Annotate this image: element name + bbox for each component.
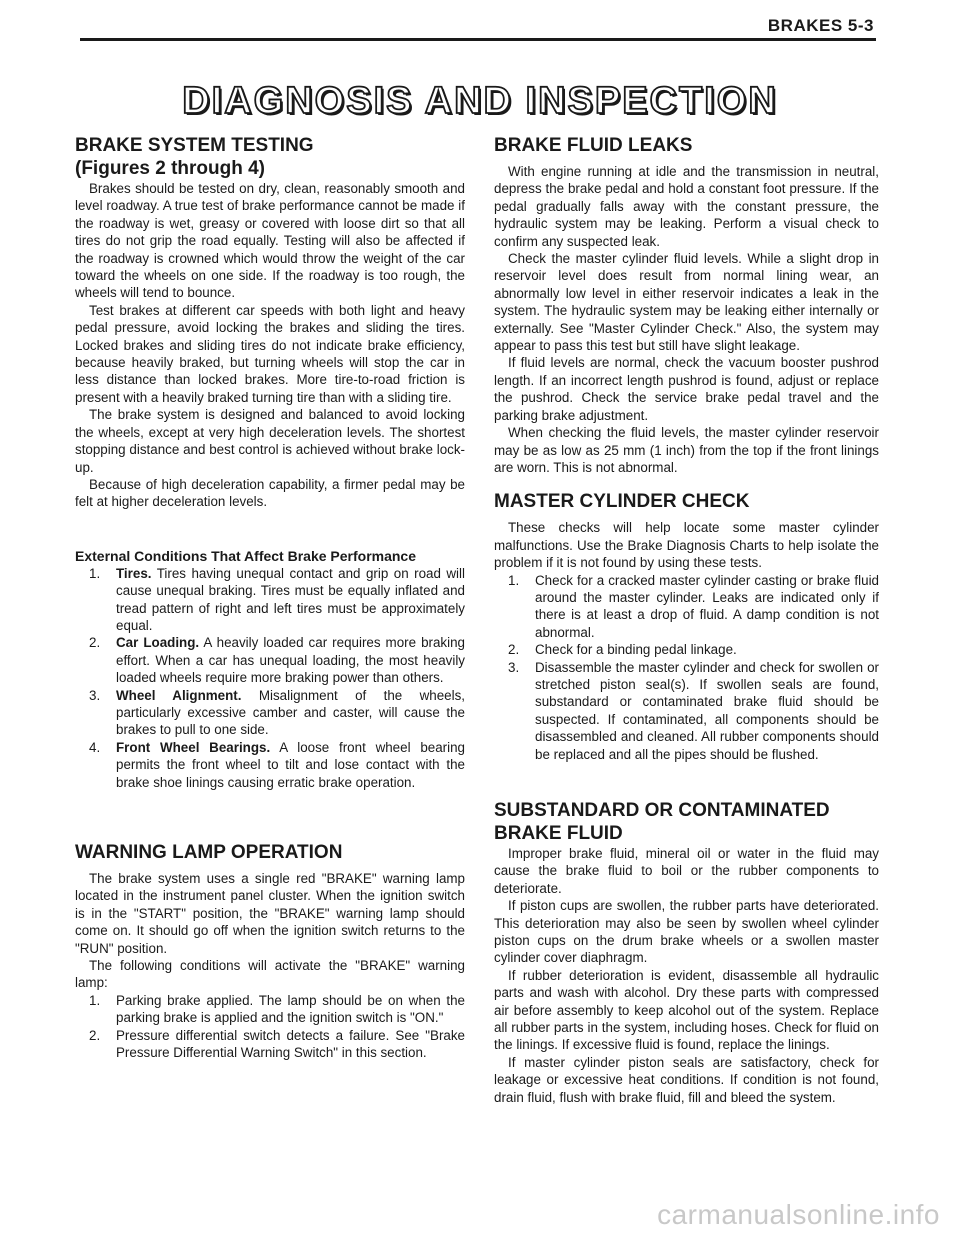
list-number: 1. bbox=[508, 572, 520, 588]
list-text: Disassemble the master cylinder and check for swollen or stretched piston seal(s). If swollen seals are found, substandard or contaminated brake fluid should be suspected. If contaminated, all components should be disassembled and cleaned. All rubber components should be replaced and all the pipes should be flushed. bbox=[535, 659, 879, 762]
paragraph: Improper brake fluid, mineral oil or water in the fluid may cause the brake fluid to boil or the rubber components to deteriorate. bbox=[494, 846, 879, 896]
list-number: 1. bbox=[89, 992, 101, 1008]
list-item bbox=[75, 739, 465, 791]
list-text: Pressure differential switch detects a failure. See "Brake Pressure Differential Warning Switch" in this section. bbox=[116, 1027, 465, 1061]
paragraph: The brake system uses a single red "BRAKE" warning lamp located in the instrument panel cluster. When the ignition switch is in the "START" position, the "BRAKE" warning lamp should come on. It should go off when the ignition switch returns to the "RUN" position. bbox=[75, 871, 465, 956]
page-title: DIAGNOSIS AND INSPECTION bbox=[182, 80, 778, 122]
section-heading-master-cylinder-check: MASTER CYLINDER CHECK bbox=[494, 491, 750, 513]
paragraph: With engine running at idle and the transmission in neutral, depress the brake pedal and hold a constant foot pressure. If the pedal gradually falls away with the constant pressure, the hydraulic system may be leaking. Perform a visual check to confirm any suspected leak. bbox=[494, 164, 879, 249]
list-item bbox=[75, 1027, 465, 1062]
list-item bbox=[494, 572, 879, 642]
list-item bbox=[75, 565, 465, 635]
list-term: Car Loading. bbox=[116, 635, 200, 651]
master-cylinder-list bbox=[494, 572, 879, 763]
list-number: 2. bbox=[89, 635, 101, 651]
watermark: carmanualsonline.info bbox=[657, 1199, 940, 1230]
paragraph: Check the master cylinder fluid levels. While a slight drop in reservoir level does result from normal lining wear, an abnormally low level in either reservoir indicates a leak in the system. The hydraulic system may be leaking either internally or externally. See "Master Cylinder Check." Also, the system may appear to pass this test but still have slight leakage. bbox=[494, 251, 879, 354]
section-subheading-figures: (Figures 2 through 4) bbox=[75, 158, 265, 179]
paragraph: Test brakes at different car speeds with both light and heavy pedal pressure, avoid locking the brakes and sliding the tires. Locked brakes and sliding tires do not indicate brake efficiency, because heavily braked, but turning wheels will stop the car in less distance than locked brakes. More tire-to-road friction is present with a heavily braked turning tire than with a sliding tire. bbox=[75, 302, 465, 405]
list-item bbox=[75, 992, 465, 1027]
list-number: 3. bbox=[508, 659, 520, 675]
left-column bbox=[75, 134, 465, 1061]
paragraph: If master cylinder piston seals are satisfactory, check for leakage or excessive heat conditions. If condition is not found, drain fluid, flush with brake fluid, fill and bleed the system. bbox=[494, 1054, 879, 1105]
list-number: 3. bbox=[89, 687, 101, 703]
list-item bbox=[494, 641, 879, 658]
list-text: Check for a binding pedal linkage. bbox=[535, 642, 737, 658]
external-conditions-list bbox=[75, 565, 465, 791]
heading-line: BRAKE FLUID bbox=[494, 823, 623, 844]
list-number: 4. bbox=[89, 739, 101, 755]
header-rule bbox=[80, 38, 876, 41]
list-item bbox=[75, 687, 465, 739]
paragraph: These checks will help locate some master cylinder malfunctions. Use the Brake Diagnosis Charts to help isolate the problem if it is not found by using these tests. bbox=[494, 520, 879, 571]
list-number: 2. bbox=[89, 1027, 101, 1043]
paragraph: The brake system is designed and balanced to avoid locking the wheels, except at very high deceleration levels. The shortest stopping distance and best control is achieved without brake lock-up. bbox=[75, 407, 465, 475]
page-header bbox=[0, 0, 960, 40]
list-item bbox=[75, 634, 465, 686]
list-item bbox=[494, 659, 879, 763]
list-text: Misalignment of the wheels, particularly excessive camber and caster, will cause the brakes to pull to one side. bbox=[116, 687, 465, 738]
list-text: A heavily loaded car requires more braking effort. When a car has unequal loading, the most heavily loaded wheels require more braking power than others. bbox=[116, 635, 465, 686]
heading-line: SUBSTANDARD OR CONTAMINATED bbox=[494, 800, 830, 821]
paragraph: If fluid levels are normal, check the vacuum booster pushrod length. If an incorrect length pushrod is found, adjust or replace the pushrod. Check the service brake pedal travel and the parking brake adjustment. bbox=[494, 355, 879, 423]
list-text: Tires having unequal contact and grip on road will cause unequal braking. Tires must be equally inflated and tread pattern of right and left tires must be approximately equal. bbox=[116, 565, 465, 633]
warning-lamp-list bbox=[75, 992, 465, 1062]
running-title: BRAKES 5-3 bbox=[767, 16, 874, 35]
paragraph: Brakes should be tested on dry, clean, reasonably smooth and level roadway. A true test of brake performance cannot be made if the roadway is wet, greasy or covered with loose dirt so that all tires do not grip the road equally. Testing will also be affected if the roadway is crowned which would throw the weight of the car toward the wheels on one side. If the roadway is too rough, the wheels will tend to bounce. bbox=[75, 181, 465, 301]
list-number: 1. bbox=[89, 565, 101, 581]
right-column bbox=[494, 134, 879, 1106]
list-term: Tires. bbox=[116, 565, 152, 581]
section-heading-brake-system-testing: BRAKE SYSTEM TESTING bbox=[75, 135, 314, 156]
section-heading-warning-lamp: WARNING LAMP OPERATION bbox=[75, 842, 343, 863]
list-term: Front Wheel Bearings. bbox=[116, 739, 271, 755]
paragraph: The following conditions will activate the "BRAKE" warning lamp: bbox=[75, 958, 465, 991]
paragraph: When checking the fluid levels, the master cylinder reservoir may be as low as 25 mm (1 inch) from the top if the front linings are worn. This is not abnormal. bbox=[494, 425, 879, 475]
paragraph: If rubber deterioration is evident, disassemble all hydraulic parts and wash with alcohol. Dry these parts with compressed air before assembly to keep alcohol out of the system. Replace all rubber parts in the system, including hoses. Check for fluid on the linings. If excessive fluid is found, replace the linings. bbox=[494, 967, 879, 1053]
list-term: Wheel Alignment. bbox=[116, 687, 242, 703]
section-heading-brake-fluid-leaks: BRAKE FLUID LEAKS bbox=[494, 135, 693, 156]
list-number: 2. bbox=[508, 642, 520, 658]
paragraph: If piston cups are swollen, the rubber parts have deteriorated. This deterioration may also be seen by swollen wheel cylinder piston cups on the drum brake wheels or a swollen master cylinder cover diaphragm. bbox=[494, 898, 879, 966]
list-text: Parking brake applied. The lamp should be on when the parking brake is applied and the ignition switch is "ON." bbox=[116, 992, 465, 1026]
list-text: Check for a cracked master cylinder casting or brake fluid around the master cylinder. Leaks are indicated only if there is at least a drop of fluid. A damp condition is not abnormal. bbox=[535, 572, 879, 640]
section-heading-substandard-fluid bbox=[494, 799, 879, 845]
paragraph: Because of high deceleration capability, a firmer pedal may be felt at higher deceleration levels. bbox=[75, 476, 465, 510]
subsection-heading-external-conditions: External Conditions That Affect Brake Performance bbox=[75, 547, 417, 564]
list-text: A loose front wheel bearing permits the front wheel to tilt and lose contact with the brake shoe linings causing erratic brake operation. bbox=[116, 739, 465, 790]
